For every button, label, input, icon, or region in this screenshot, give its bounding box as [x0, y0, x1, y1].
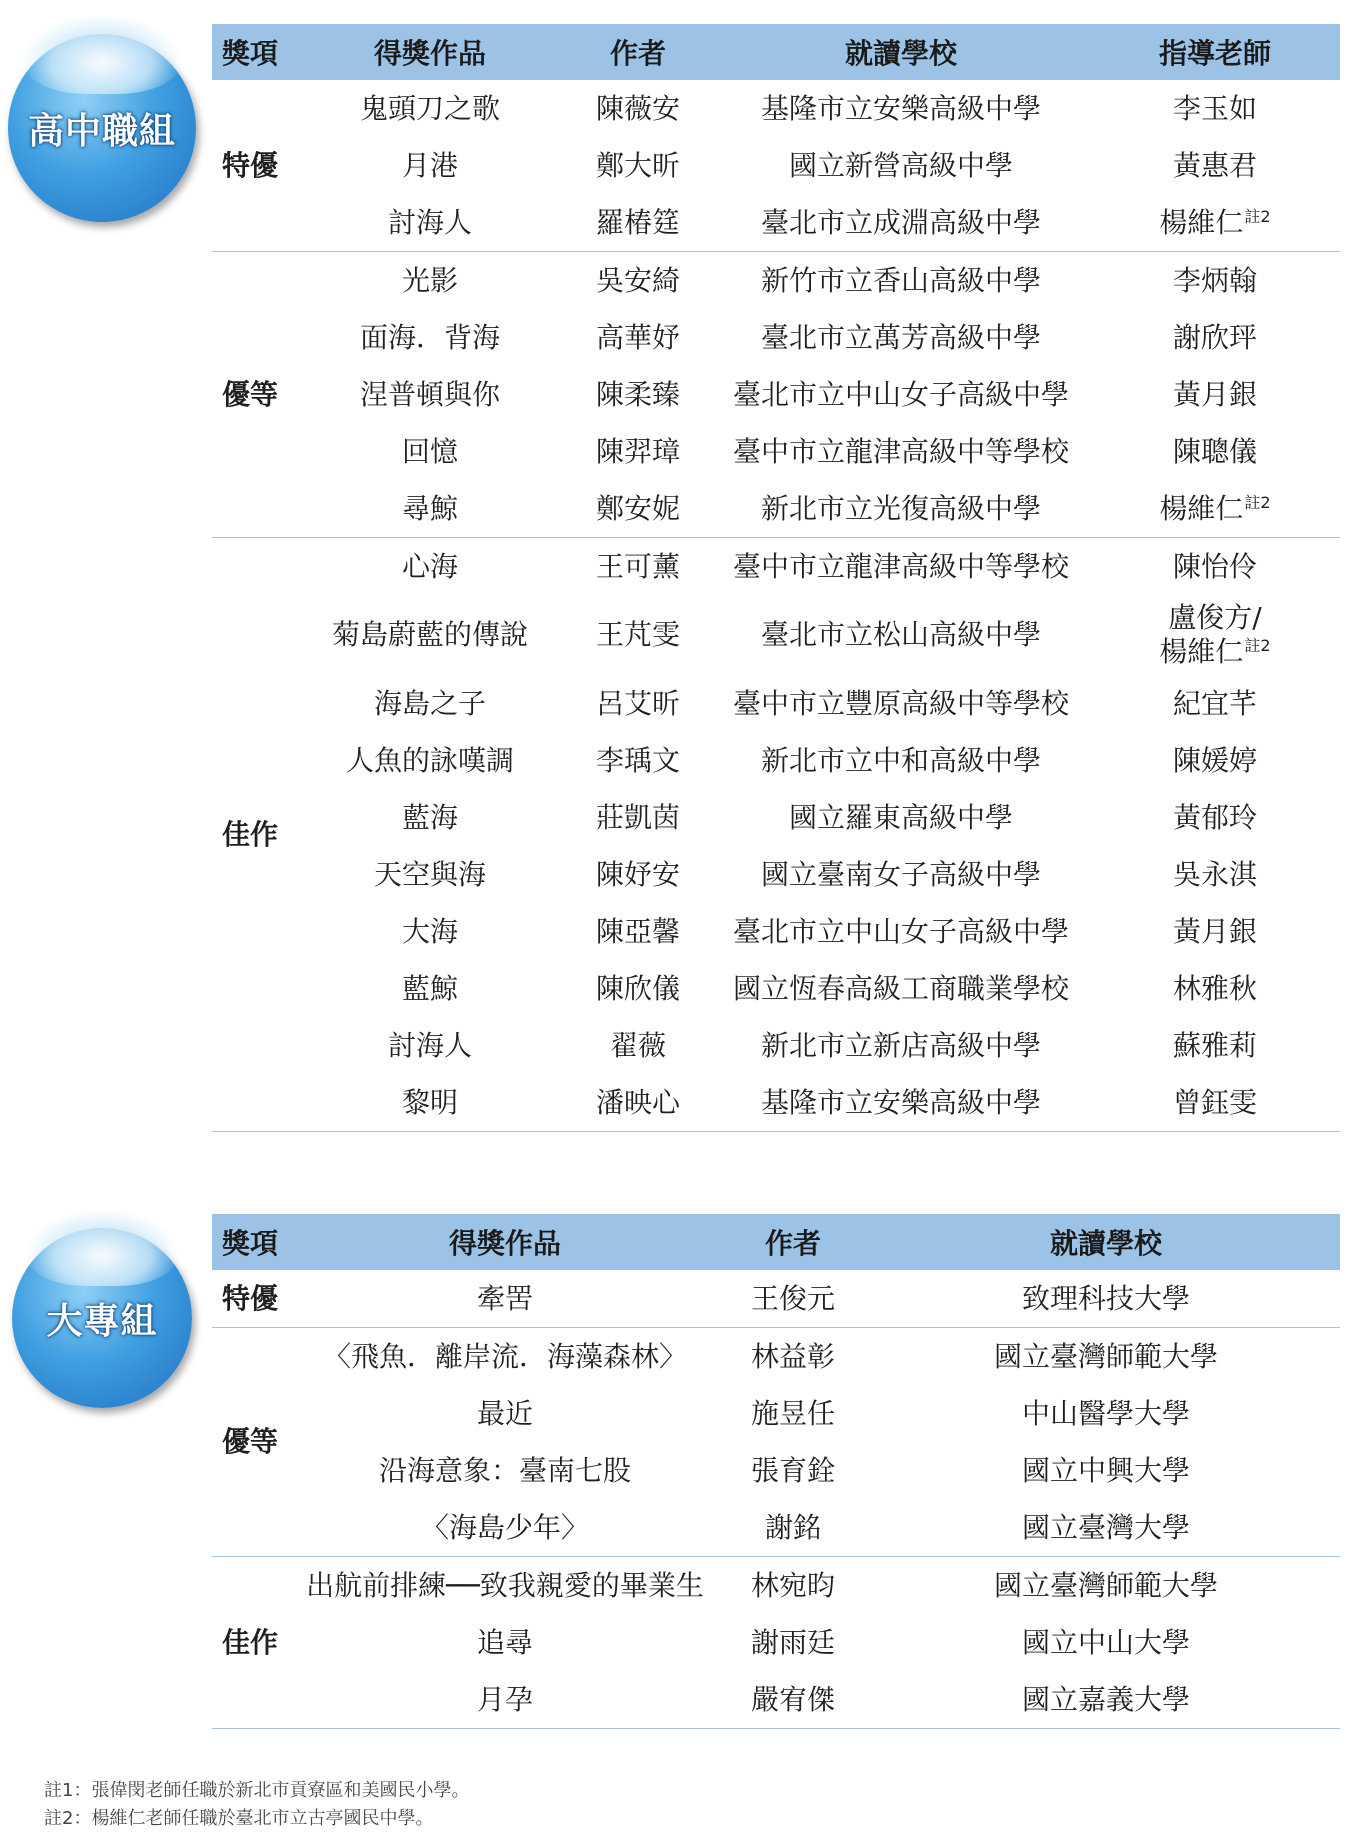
- water-splash-decoration: [26, 1210, 177, 1286]
- school-name: 臺北市立中山女子高級中學: [732, 377, 1069, 411]
- table-row: [212, 1385, 1340, 1442]
- award-level: 特優: [212, 80, 296, 252]
- author-name: 李瑀文: [595, 743, 680, 777]
- school-name: 新北市立光復高級中學: [712, 480, 1090, 538]
- teacher-name-text: 蘇雅莉: [1172, 1028, 1257, 1062]
- school-name: 新竹市立香山高級中學: [760, 263, 1041, 297]
- university-awards-table: [212, 1214, 1340, 1729]
- school-name: 國立中山大學: [1021, 1625, 1190, 1659]
- school-name: 國立嘉義大學: [872, 1671, 1340, 1729]
- school-name: 國立臺灣師範大學: [993, 1568, 1218, 1602]
- teacher-name-line-1: 盧俊方/: [1168, 601, 1262, 635]
- author-name: 呂艾昕: [595, 686, 680, 720]
- table-row: [212, 366, 1340, 423]
- header-author: 作者: [714, 1214, 872, 1270]
- table-row: [212, 1499, 1340, 1557]
- high-school-table-body: [212, 80, 1340, 1132]
- footnote-2: 註2：楊維仁老師任職於臺北市立古亭國民中學。: [44, 1808, 434, 1829]
- work-title: 討海人: [387, 1028, 472, 1062]
- school-name: 中山醫學大學: [1021, 1396, 1190, 1430]
- work-title: 涅普頓與你: [359, 377, 500, 411]
- work-title: 沿海意象：臺南七股: [378, 1453, 631, 1487]
- school-name: 國立恆春高級工商職業學校: [732, 971, 1069, 1005]
- table-row: [212, 1557, 1340, 1615]
- work-title: 大海: [401, 914, 458, 948]
- author-name: 張育銓: [750, 1453, 835, 1487]
- teacher-name-text: 黃月銀: [1172, 914, 1257, 948]
- table-row: [212, 846, 1340, 903]
- table-row: [212, 789, 1340, 846]
- table-row: [212, 1614, 1340, 1671]
- header-work: 得獎作品: [296, 24, 564, 80]
- school-name: 臺北市立松山高級中學: [760, 618, 1041, 652]
- university-group-label: 大專組: [46, 1299, 158, 1342]
- table-row: [212, 595, 1340, 675]
- table-row: [212, 1671, 1340, 1729]
- teacher-name-text: 楊維仁: [1159, 491, 1244, 525]
- header-school: 就讀學校: [872, 1214, 1340, 1270]
- work-title: 海島之子: [373, 686, 486, 720]
- school-name: 臺北市立萬芳高級中學: [760, 320, 1041, 354]
- author-name: 謝雨廷: [750, 1625, 835, 1659]
- school-name: 國立臺灣師範大學: [993, 1339, 1218, 1373]
- author-name: 施昱任: [750, 1396, 835, 1430]
- teacher-name: [1090, 732, 1340, 789]
- school-name: 國立羅東高級中學: [788, 800, 1013, 834]
- teacher-name-text: 吳永淇: [1172, 857, 1257, 891]
- work-title: 菊島蔚藍的傳說: [331, 618, 528, 652]
- table-row: [212, 732, 1340, 789]
- work-title: 〈飛魚．離岸流．海藻森林〉: [322, 1339, 687, 1373]
- author-name: 王可薰: [595, 549, 680, 583]
- teacher-footnote-mark: 註2: [1244, 206, 1271, 226]
- teacher-name: [1090, 137, 1340, 194]
- table-row: [212, 80, 1340, 137]
- table-row: [212, 252, 1340, 310]
- school-name: 臺中市立龍津高級中等學校: [732, 549, 1069, 583]
- water-splash-decoration: [23, 15, 181, 94]
- work-title: 〈海島少年〉: [296, 1499, 714, 1557]
- teacher-name-text: 曾鈺雯: [1172, 1085, 1257, 1119]
- high-school-awards-table: [212, 24, 1340, 1132]
- school-name: 臺北市立中山女子高級中學: [732, 914, 1069, 948]
- award-level: 特優: [212, 1270, 296, 1328]
- teacher-name: [1090, 480, 1340, 538]
- teacher-name: [1090, 846, 1340, 903]
- table-row: [212, 960, 1340, 1017]
- school-name: 國立臺灣大學: [872, 1499, 1340, 1557]
- university-group-badge: [12, 1228, 192, 1408]
- author-name: 陳羿璋: [595, 434, 680, 468]
- teacher-name-text: 紀宜芊: [1172, 686, 1257, 720]
- school-name: 臺中市立豐原高級中等學校: [732, 686, 1069, 720]
- author-name: 吳安綺: [595, 263, 680, 297]
- high-school-group-badge: [8, 34, 196, 222]
- table-row: [212, 538, 1340, 596]
- header-work: 得獎作品: [296, 1214, 714, 1270]
- teacher-footnote-mark: 註2: [1244, 492, 1271, 512]
- teacher-name: [1090, 789, 1340, 846]
- table-row: [212, 480, 1340, 538]
- author-name: 王芃雯: [595, 618, 680, 652]
- table-row: [212, 137, 1340, 194]
- school-name: 臺北市立成淵高級中學: [712, 194, 1090, 252]
- school-name: 國立新營高級中學: [788, 148, 1013, 182]
- header-award: 獎項: [212, 1214, 296, 1270]
- school-name: 國立臺南女子高級中學: [760, 857, 1041, 891]
- author-name: 林益彰: [750, 1339, 835, 1373]
- table-row: [212, 1442, 1340, 1499]
- table-row: [212, 1017, 1340, 1074]
- author-name: 翟薇: [609, 1028, 666, 1062]
- award-level: 佳作: [212, 538, 296, 1132]
- author-name: 謝銘: [714, 1499, 872, 1557]
- teacher-name-text: 陳聰儀: [1172, 434, 1257, 468]
- teacher-footnote-mark: 註2: [1244, 636, 1271, 655]
- author-name: 莊凱茵: [595, 800, 680, 834]
- author-name: 高華妤: [595, 320, 680, 354]
- school-name: 新北市立中和高級中學: [760, 743, 1041, 777]
- work-title: 追尋: [476, 1625, 533, 1659]
- award-level: 佳作: [212, 1557, 296, 1729]
- header-author: 作者: [564, 24, 712, 80]
- teacher-name-text: 陳媛婷: [1172, 743, 1257, 777]
- school-name: 基隆市立安樂高級中學: [712, 1074, 1090, 1132]
- author-name: 陳欣儀: [595, 971, 680, 1005]
- work-title: 月港: [401, 148, 458, 182]
- school-name: 國立中興大學: [1021, 1453, 1190, 1487]
- teacher-name-text: 楊維仁: [1159, 205, 1244, 239]
- teacher-name: [1090, 1074, 1340, 1132]
- award-level: 優等: [212, 252, 296, 538]
- school-name: 致理科技大學: [872, 1270, 1340, 1328]
- author-name: 陳薇安: [595, 91, 680, 125]
- teacher-name-text: 謝欣玶: [1172, 320, 1257, 354]
- teacher-name-2: 楊維仁: [1159, 635, 1244, 668]
- work-title: 牽罟: [296, 1270, 714, 1328]
- school-name: 基隆市立安樂高級中學: [760, 91, 1041, 125]
- author-name: 陳亞馨: [595, 914, 680, 948]
- school-name: 新北市立新店高級中學: [760, 1028, 1041, 1062]
- teacher-name: [1090, 675, 1340, 732]
- teacher-name-text: 黃月銀: [1172, 377, 1257, 411]
- work-title: 月孕: [296, 1671, 714, 1729]
- work-title: 藍鯨: [401, 971, 458, 1005]
- work-title: 天空與海: [373, 857, 486, 891]
- table-header-row: [212, 1214, 1340, 1270]
- table-row: [212, 309, 1340, 366]
- table-header-row: [212, 24, 1340, 80]
- teacher-name: [1090, 366, 1340, 423]
- author-name: 嚴宥傑: [714, 1671, 872, 1729]
- table-row: [212, 1328, 1340, 1386]
- table-row: [212, 903, 1340, 960]
- author-name: 潘映心: [564, 1074, 712, 1132]
- work-title: 回憶: [401, 434, 458, 468]
- header-award: 獎項: [212, 24, 296, 80]
- teacher-name-text: 黃郁玲: [1172, 800, 1257, 834]
- teacher-name-text: 黃惠君: [1172, 148, 1257, 182]
- author-name: 王俊元: [714, 1270, 872, 1328]
- footnotes: [44, 1777, 469, 1833]
- teacher-name: [1090, 595, 1340, 675]
- teacher-name: [1090, 960, 1340, 1017]
- work-title: 鬼頭刀之歌: [359, 91, 500, 125]
- work-title: 藍海: [401, 800, 458, 834]
- teacher-name-text: 林雅秋: [1172, 971, 1257, 1005]
- work-title: 心海: [401, 549, 458, 583]
- teacher-name-text: 李玉如: [1172, 91, 1257, 125]
- header-teacher: 指導老師: [1090, 24, 1340, 80]
- school-name: 臺中市立龍津高級中等學校: [732, 434, 1069, 468]
- footnote-1: 註1：張偉閔老師任職於新北市貢寮區和美國民小學。: [44, 1780, 470, 1801]
- work-title: 光影: [401, 263, 458, 297]
- work-title: 出航前排練──致我親愛的畢業生: [306, 1568, 704, 1602]
- author-name: 陳妤安: [595, 857, 680, 891]
- table-row: [212, 194, 1340, 252]
- teacher-name: [1090, 252, 1340, 310]
- author-name: 羅椿筳: [564, 194, 712, 252]
- teacher-name-text: 陳怡伶: [1172, 549, 1257, 583]
- table-row: [212, 1270, 1340, 1328]
- table-row: [212, 423, 1340, 480]
- author-name: 鄭大昕: [595, 148, 680, 182]
- award-level: 優等: [212, 1328, 296, 1557]
- teacher-name: [1090, 194, 1340, 252]
- work-title: 尋鯨: [296, 480, 564, 538]
- high-school-group-label: 高中職組: [27, 109, 176, 152]
- table-row: [212, 1074, 1340, 1132]
- teacher-name: [1090, 80, 1340, 137]
- header-school: 就讀學校: [712, 24, 1090, 80]
- teacher-name: [1090, 538, 1340, 596]
- university-table-body: [212, 1270, 1340, 1729]
- work-title: 黎明: [296, 1074, 564, 1132]
- teacher-name: [1090, 903, 1340, 960]
- work-title: 討海人: [296, 194, 564, 252]
- work-title: 面海．背海: [359, 320, 500, 354]
- teacher-name-text: 李炳翰: [1172, 263, 1257, 297]
- table-row: [212, 675, 1340, 732]
- work-title: 人魚的詠嘆調: [345, 743, 514, 777]
- work-title: 最近: [476, 1396, 533, 1430]
- teacher-name: [1090, 309, 1340, 366]
- author-name: 林宛昀: [750, 1568, 835, 1602]
- author-name: 陳柔臻: [595, 377, 680, 411]
- teacher-name: [1090, 1017, 1340, 1074]
- author-name: 鄭安妮: [564, 480, 712, 538]
- teacher-name: [1090, 423, 1340, 480]
- teacher-name-line-2: [1090, 635, 1340, 669]
